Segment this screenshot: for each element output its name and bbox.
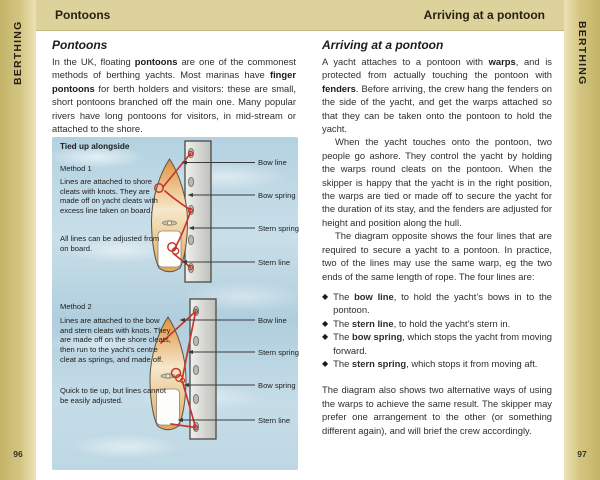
diagram-title: Tied up alongside [60, 142, 130, 151]
bullet-diamond-icon: ◆ [322, 358, 329, 368]
intro-text: In the UK, floating [52, 56, 135, 67]
intro-bold-pontoons: pontoons [134, 56, 178, 67]
page-right [322, 38, 552, 437]
list-item-stern-line: ◆ The stern line, to hold the yacht’s stern in. [322, 317, 511, 329]
line-label-m1-stern-line: Stern line [258, 257, 291, 267]
method1-label: Method 1 [60, 164, 92, 173]
line-label-m2-stern-spring: Stern spring [258, 347, 299, 357]
side-tab-left-label: BERTHING [12, 20, 24, 86]
page-left [52, 38, 296, 135]
chapter-header-band [36, 0, 564, 31]
para1-text: , and is protected from actually touching the pontoon with [322, 56, 552, 81]
line-label-m2-bow-line: Bow line [258, 315, 287, 325]
para1-text: A yacht attaches to a pontoon with [322, 56, 489, 67]
page-number-right: 97 [577, 449, 587, 459]
method2-description: Lines are attached to the bow and stern cleats with knots. They are made off on the shore cleats, then run to the yacht’s centre cleat as springs, and made off. [60, 316, 171, 364]
intro-text: for berth holders and visitors: these are small, short pontoons branched off the main one. Many popular rivers have long pontoons for visitors, in mid-stream or attached to the shore. [52, 82, 296, 135]
intro-text: are one of the commonest methods of berthing yachts. Most marinas have [52, 56, 296, 81]
line-label-m2-bow-spring: Bow spring [258, 380, 296, 390]
para1-bold-warps: warps [488, 56, 516, 67]
bullet-diamond-icon: ◆ [322, 318, 329, 328]
side-tab-right-label: BERTHING [576, 20, 588, 86]
left-intro-paragraph [52, 55, 296, 135]
bullet-diamond-icon: ◆ [322, 291, 329, 301]
line-label-m1-bow-spring: Bow spring [258, 190, 296, 200]
method1-description: Lines are attached to shore cleats with knots. They are made off on yacht cleats with excess line taken on board. [60, 177, 158, 216]
method2-label: Method 2 [60, 302, 92, 311]
left-section-heading: Pontoons [52, 38, 108, 52]
list-item-bow-spring: ◆ The bow spring, which stops the yacht from moving forward. [322, 331, 552, 356]
right-section-heading: Arriving at a pontoon [322, 38, 444, 52]
list-item-stern-spring: ◆ The stern spring, which stops it from moving aft. [322, 357, 538, 369]
side-tab-right [564, 0, 600, 480]
method1-note: All lines can be adjusted from on board. [60, 234, 160, 253]
intro-bold-finger-pontoons: finger pontoons [52, 69, 296, 94]
right-paragraph-4: The diagram also shows two alternative ways of using the warps to achieve the same result. The skipper may prefer one arrangement to the other (or something different again), and will brief the crew accordingly. [322, 384, 552, 436]
pontoon-tie-up-diagram [52, 137, 298, 470]
line-label-m1-stern-spring: Stern spring [258, 223, 299, 233]
side-tab-left [0, 0, 36, 480]
line-label-m1-bow-line: Bow line [258, 158, 287, 167]
method1-graphic [152, 141, 256, 282]
right-paragraph-1 [322, 55, 552, 135]
header-title-left: Pontoons [55, 8, 111, 22]
method2-note: Quick to tie up, but lines cannot be easily adjusted. [60, 386, 166, 405]
header-title-right: Arriving at a pontoon [423, 8, 545, 22]
right-paragraph-2: When the yacht touches onto the pontoon, two people go ashore. They control the yacht by holding the warps round cleats on the pontoon. When the skipper is happy that the yacht is in the right position, the warps are tied or made off to secure the yacht for the duration of its stay, and the fenders are adjusted for height and position along the hull. [322, 136, 552, 228]
line-label-m2-stern-line: Stern line [258, 415, 291, 425]
para1-text: . Before arriving, the crew hang the fenders on the side of the yacht, and get the warps attached so that they can be taken onto the pontoon to hold the yacht. [322, 82, 552, 135]
four-lines-list [322, 290, 552, 370]
yacht-centre-fitting-m1 [163, 221, 177, 225]
right-paragraph-3: The diagram opposite shows the four lines that are required to secure a yacht to a pontoon. In practice, two of the lines may use the same warp, eg the two ends of the same length of rope. The four lines are: [322, 230, 552, 282]
para1-bold-fenders: fenders [322, 82, 356, 94]
page-number-left: 96 [13, 449, 23, 459]
bullet-diamond-icon: ◆ [322, 332, 329, 342]
list-item-bow-line: ◆ The bow line, to hold the yacht’s bows in to the pontoon. [322, 290, 553, 316]
